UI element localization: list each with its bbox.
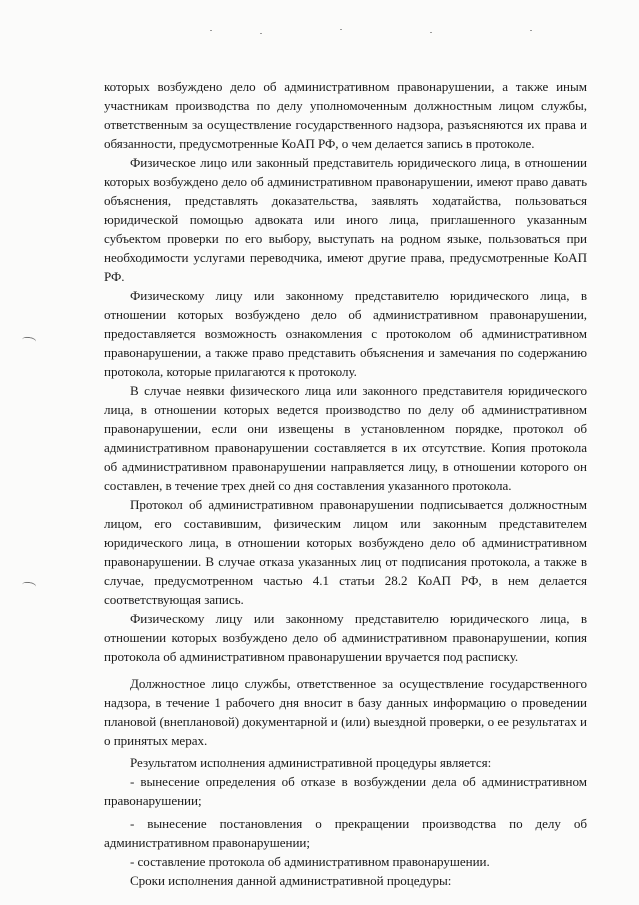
binding-hole-mark-bottom (22, 581, 37, 590)
paragraph-5: Протокол об административном правонарушении подписывается должностным лицом, его составившим, физическим лицом или законным представителем юридического лица, в отношении которых возбуждено дело об административном правонарушении. В случае отказа указанных лиц от подписания протокола, а также в случае, предусмотренном частью 4.1 статьи 28.2 КоАП РФ, в нем делается соответствующая запись. (104, 497, 587, 607)
scan-noise (200, 28, 600, 38)
paragraph-4: В случае неявки физического лица или законного представителя юридического лица, в отношении которых ведется производство по делу об административном правонарушении, если они извещены в установленном порядке, протокол об административном правонарушении составляется в их отсутствие. Копия протокола об административном правонарушении направляется лицу, в отношении которого он составлен, в течение трех дней со дня составления указанного протокола. (104, 383, 587, 493)
closing-paragraph: Сроки исполнения данной административной процедуры: (130, 873, 452, 888)
paragraph-3: Физическому лицу или законному представителю юридического лица, в отношении которых возбуждено дело об административном правонарушении, предоставляется возможность ознакомления с протоколом об административном правонарушении, а также право представить объяснения и замечания по содержанию протокола, которые прилагаются к протоколу. (104, 288, 587, 379)
document-body (104, 77, 587, 890)
binding-hole-mark-top (22, 336, 37, 345)
paragraph-1: которых возбуждено дело об административном правонарушении, а также иным участникам производства по делу уполномоченным должностным лицом службы, ответственным за осуществление государственного надзора, разъясняются их права и обязанности, предусмотренные КоАП РФ, о чем делается запись в протоколе. (104, 79, 587, 151)
paragraph-7: Должностное лицо службы, ответственное за осуществление государственного надзора, в течение 1 рабочего дня вносит в базу данных информацию о проведении плановой (внеплановой) документарной и (или) выездной проверки, о ее результатах и о принятых мерах. (104, 676, 587, 748)
paragraph-6: Физическому лицу или законному представителю юридического лица, в отношении которых возбуждено дело об административном правонарушении, копия протокола об административном правонарушении вручается под расписку. (104, 611, 587, 664)
list-item: - вынесение постановления о прекращении производства по делу об административном правонарушении; (104, 816, 587, 850)
paragraph-2: Физическое лицо или законный представитель юридического лица, в отношении которых возбуждено дело об административном правонарушении, имеют право давать объяснения, представлять доказательства, заявлять ходатайства, пользоваться юридической помощью адвоката или иного лица, приглашенного указанным субъектом проверки по его выбору, выступать на родном языке, пользоваться при необходимости услугами переводчика, имеют другие права, предусмотренные КоАП РФ. (104, 155, 587, 284)
results-list (104, 772, 587, 871)
list-item: - вынесение определения об отказе в возбуждении дела об административном правонарушении; (104, 774, 587, 808)
list-item: - составление протокола об административном правонарушении. (130, 854, 490, 869)
paragraph-8: Результатом исполнения административной процедуры является: (130, 755, 492, 770)
